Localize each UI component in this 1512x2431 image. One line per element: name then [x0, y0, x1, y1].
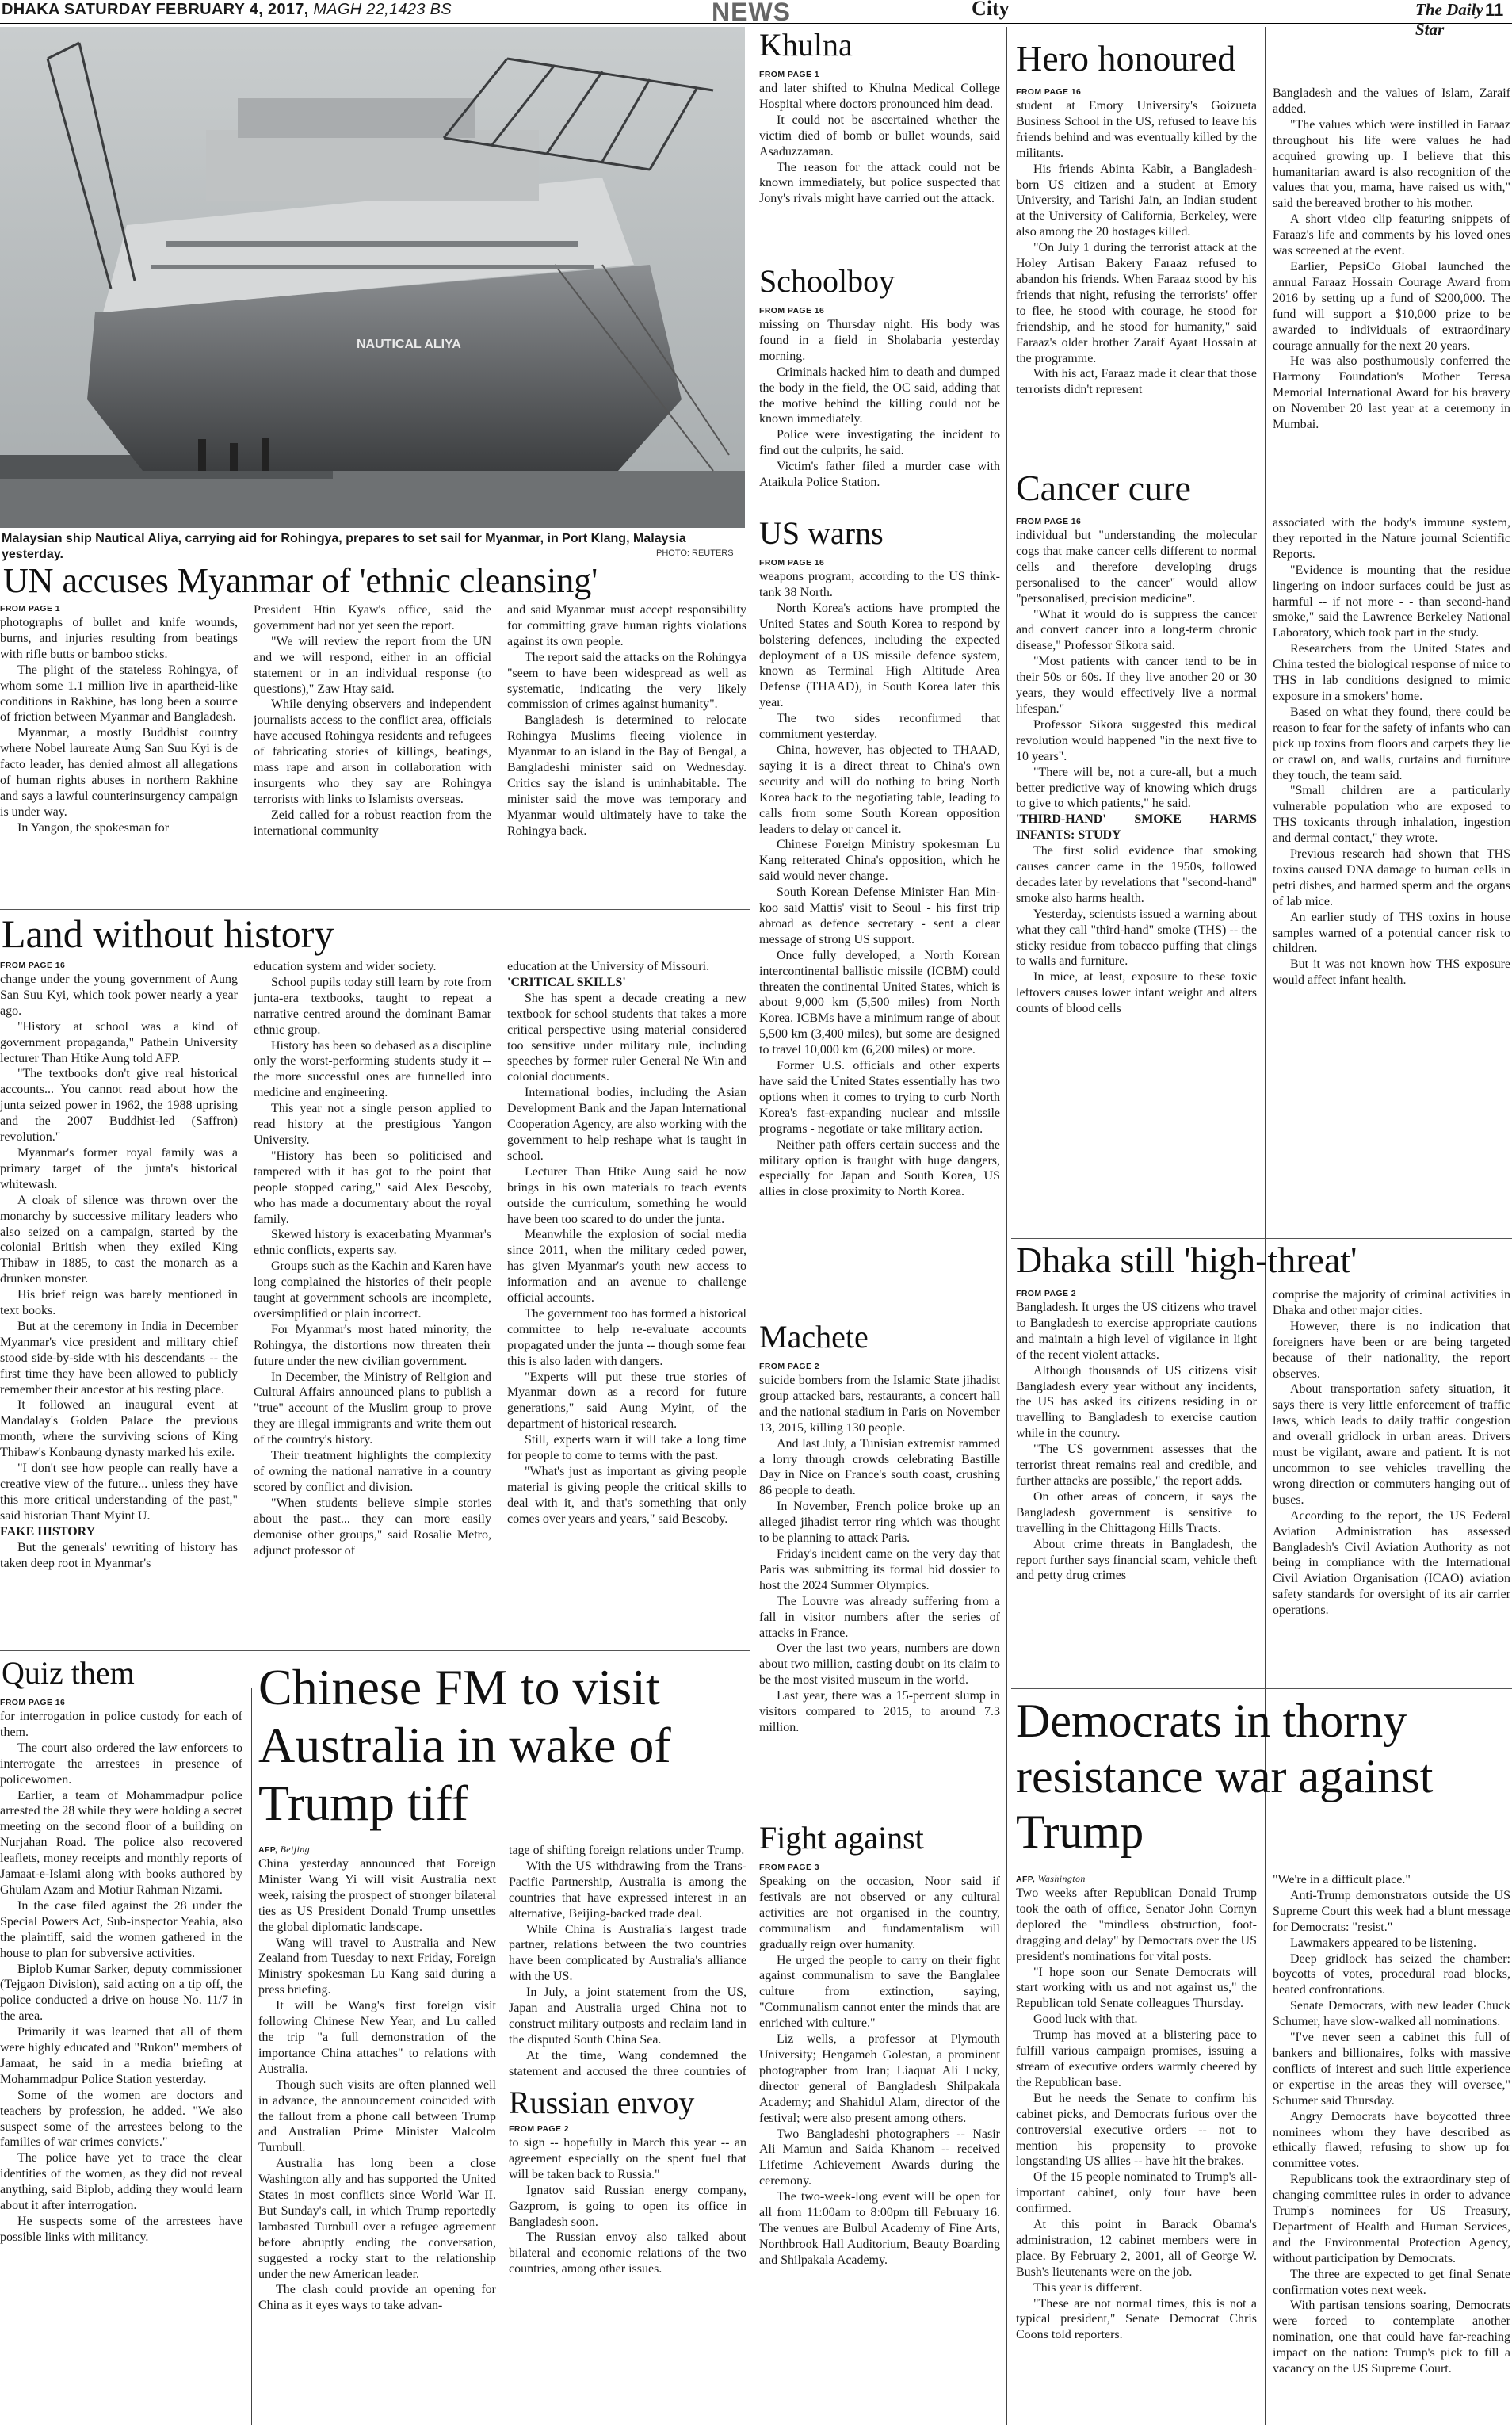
article-paragraph: But he needs the Senate to confirm his cabinet picks, and Democrats furious over the controversial executive orders -- not to mention his propensity to provoke longstanding US allies -- have hit the brakes.: [1016, 2091, 1257, 2169]
article-paragraph: "Experts will put these true stories of Myanmar down as a record for future generations," said Aung Myint, of the department of historical research.: [507, 1370, 746, 1431]
article-paragraph: He was also posthumously conferred the Harmony Foundation's Mother Teresa Memorial International Award for his bravery on November 20 last year at a ceremony in Mumbai.: [1273, 354, 1510, 432]
article-paragraph: The court also ordered the law enforcers to interrogate the arrestees in presence of policewomen.: [0, 1741, 242, 1787]
article-paragraph: Good luck with that.: [1033, 2012, 1138, 2027]
article-paragraph: In July, a joint statement from the US, Japan and Australia urged China not to construct military outposts and reclaim land in the disputed South China Sea.: [509, 1986, 746, 2047]
section-divider: [1011, 1238, 1512, 1239]
article-land-col1: [0, 959, 238, 1649]
article-paragraph: "These are not normal times, this is not a typical president," Senate Democrat Chris Coons told reporters.: [1016, 2296, 1257, 2342]
masthead: [0, 0, 1512, 39]
article-democrats-col1: [1016, 1872, 1257, 2425]
article-un-col1: [0, 602, 238, 908]
article-paragraph: Previous research had shown that THS toxins caused DNA damage to human cells in petri dishes, and harmed sperm and the organs of lab mice.: [1273, 847, 1510, 908]
article-un-col2: [254, 602, 491, 908]
article-paragraph: "What it would do is suppress the cancer and convert cancer into a long-term chronic disease," Professor Sikora said.: [1016, 607, 1257, 653]
article-paragraph: The first solid evidence that smoking causes cancer came in the 1950s, followed decades later by revelations that "second-hand" smoke also harms health.: [1016, 844, 1257, 905]
article-paragraph: The three are expected to get final Senate confirmation votes next week.: [1273, 2267, 1510, 2297]
article-paragraph: change under the young government of Aung San Suu Kyi, which took power nearly a year ago.: [0, 973, 238, 1018]
article-hero-col2: [1273, 86, 1510, 442]
headline-machete: Machete: [759, 1319, 869, 1355]
article-paragraph: photographs of bullet and knife wounds, burns, and injuries resulting from beatings with rifle butts or bamboo sticks.: [0, 616, 238, 661]
article-paragraph: Their treatment highlights the complexity of owning the national narrative in a country scored by conflict and division.: [254, 1449, 491, 1494]
article-subheading: FAKE HISTORY: [0, 1524, 96, 1538]
article-paragraph: His friends Abinta Kabir, a Bangladesh-born US citizen and a student at Emory University, and Tarishi Jain, an Indian student at the University of California, Berkeley, were also among the 20 hostages killed.: [1016, 162, 1257, 239]
article-paragraph: Deep gridlock has seized the chamber: boycotts of votes, procedural road blocks, heated confrontations.: [1273, 1951, 1510, 1997]
article-dhaka-col2: [1273, 1287, 1510, 1688]
headline-russian-envoy: Russian envoy: [509, 2085, 695, 2120]
dateline: FROM PAGE 1: [759, 70, 819, 79]
ship-photo: [0, 27, 745, 528]
article-land-col3: [507, 959, 746, 1649]
section-divider: [0, 909, 750, 910]
article-paragraph: The report said the attacks on the Rohingya "seem to have been widespread as well as systematic, indicating the very likely commission of crimes against humanity".: [507, 650, 746, 712]
article-cancer-col1: [1016, 515, 1257, 1237]
photo-credit: PHOTO: REUTERS: [656, 549, 734, 558]
article-cancer-col2: [1273, 515, 1510, 1237]
bangla-date: MAGH 22,1423 BS: [313, 1, 452, 18]
article-paragraph: Criminals hacked him to death and dumped the body in the field, the OC said, adding that the motive behind the killing could not be known immediately.: [759, 365, 1000, 426]
article-paragraph: At the time, Wang condemned the statement and accused the three countries of: [509, 2048, 746, 2078]
headline-un-accuses: UN accuses Myanmar of 'ethnic cleansing': [3, 561, 598, 600]
article-paragraph: weapons program, according to the US think-tank 38 North.: [759, 570, 1000, 599]
article-paragraph: "When students believe simple stories about the past... they can more easily demonise other groups," said Rosalie Metro, adjunct professor of: [254, 1496, 491, 1558]
article-paragraph: China, however, has objected to THAAD, saying it is a direct threat to China's own security and will do nothing to bring North Korea back to the negotiating table, leading to calls from some South Korean opposition leaders to delay or cancel it.: [759, 743, 1000, 836]
article-paragraph: North Korea's actions have prompted the United States and South Korea to respond by bolstering defences, including the expected deployment of a US missile defence system, known as Terminal High Altitude Area Defense (THAAD), in South Korea later this year.: [759, 601, 1000, 710]
article-paragraph: Trump has moved at a blistering pace to fulfill various campaign promises, issuing a stream of executive orders warmly cheered by the Republican base.: [1016, 2028, 1257, 2089]
article-paragraph: President Htin Kyaw's office, said the government had not yet seen the report.: [254, 603, 491, 633]
article-paragraph: Myanmar, a mostly Buddhist country where Nobel laureate Aung San Suu Kyi is de facto leader, has denied almost all allegations of human rights abuses in northern Rakhine and says a lawful counterinsurgency campaign is under way.: [0, 726, 238, 819]
ship-illustration: [0, 27, 745, 528]
article-machete: [759, 1360, 1000, 1820]
article-paragraph: individual but "understanding the molecular cogs that make cancer cells different to normal cells and therefore developing drugs personalised to the cancer" would allow "personalised, precision medicine".: [1016, 529, 1257, 606]
article-paragraph: And last July, a Tunisian extremist rammed a lorry through crowds celebrating Bastille Day in Nice on France's south coast, crushing 86 people to death.: [759, 1436, 1000, 1498]
article-paragraph: Biplob Kumar Sarker, deputy commissioner (Tejgaon Division), said acting on a tip off, the police conducted a drive on house No. 11/7 in the area.: [0, 1962, 242, 2024]
article-paragraph: The two sides reconfirmed that commitment yesterday.: [759, 712, 1000, 742]
article-russian-envoy: [509, 2123, 746, 2425]
article-paragraph: It will be Wang's first foreign visit following Chinese New Year, and Lu called the trip "a full demonstration of the importance China attaches" to relations with Australia.: [258, 1999, 496, 2076]
article-democrats-col2: [1273, 1872, 1510, 2425]
article-paragraph: According to the report, the US Federal Aviation Administration has assessed Bangladesh's Civil Aviation Authority as not being in compliance with the International Civil Aviation Organisation (ICAO) aviation safety standards for oversight of its air carrier operations.: [1273, 1508, 1510, 1618]
article-paragraph: "I hope soon our Senate Democrats will start working with us and not against us," the Republican told Senate colleagues Thursday.: [1016, 1965, 1257, 2011]
article-paragraph: missing on Thursday night. His body was found in a field in Sholabaria yesterday morning.: [759, 318, 1000, 363]
article-paragraph: "Evidence is mounting that the residue lingering on indoor surfaces could be just as harmful -- if not more - - than second-hand smoke," said the Lawrence Berkeley National Laboratory, which took part in the study.: [1273, 563, 1510, 640]
dateline: FROM PAGE 3: [759, 1863, 819, 1872]
article-paragraph: "We're in a difficult place.": [1273, 1873, 1411, 1886]
article-paragraph: In December, the Ministry of Religion and Cultural Affairs announced plans to publish a "true" account of the Muslim group to prove they are illegal immigrants and write them out of the country's history.: [254, 1370, 491, 1447]
article-un-col3: [507, 602, 746, 908]
article-paragraph: and later shifted to Khulna Medical College Hospital where doctors pronounced him dead.: [759, 82, 1000, 111]
article-paragraph: Of the 15 people nominated to Trump's all-important cabinet, only four have been confirmed.: [1016, 2170, 1257, 2216]
edition-date: DHAKA SATURDAY FEBRUARY 4, 2017, MAGH 22,1423 BS: [2, 1, 452, 18]
article-paragraph: "I don't see how people can really have a creative view of the future... unless they have this more critical understanding of the past," said historian Thant Myint U.: [0, 1462, 238, 1523]
dateline: FROM PAGE 2: [1016, 1289, 1076, 1298]
dateline-place: Washington: [1035, 1873, 1086, 1884]
dateline: FROM PAGE 16: [0, 961, 66, 970]
ship-name-label: NAUTICAL ALIYA: [357, 338, 461, 351]
article-paragraph: "History at school was a kind of government propaganda," Pathein University lecturer Than Htike Aung told AFP.: [0, 1019, 238, 1065]
article-paragraph: This year not a single person applied to read history at the prestigious Yangon University.: [254, 1102, 491, 1147]
dateline: FROM PAGE 16: [1016, 517, 1082, 526]
headline-chinese-fm: Chinese FM to visit Australia in wake of Trump tiff: [258, 1659, 671, 1831]
article-paragraph: to sign -- hopefully in March this year -- an agreement especially on the spent fuel that will be taken back to Russia.": [509, 2136, 746, 2181]
article-paragraph: It followed an inaugural event at Mandalay's Golden Palace the previous month, where the surviving scions of King Thibaw's Konbaung dynasty marked his exile.: [0, 1398, 238, 1460]
article-subheading: 'THIRD-HAND' SMOKE HARMS INFANTS: STUDY: [1016, 812, 1257, 843]
article-paragraph: Friday's incident came on the very day that Paris was submitting its formal bid dossier to host the 2024 Summer Olympics.: [759, 1546, 1000, 1592]
article-paragraph: At this point in Barack Obama's administration, 12 cabinet members were in place. By February 2, 2001, all of George W. Bush's lieutenants were on the job.: [1016, 2218, 1257, 2279]
article-paragraph: "The textbooks don't give real historical accounts... You cannot read about how the junta seized power in 1962, the 1988 uprising and the 2007 Buddhist-led (Saffron) revolution.": [0, 1067, 238, 1145]
article-quiz-them: [0, 1696, 242, 2425]
article-paragraph: education system and wider society.: [254, 960, 437, 973]
article-paragraph: While denying observers and independent journalists access to the conflict area, officials have accused Rohingya residents and refugees of fabricating stories of killings, beatings, mass rape and arson in collaboration with insurgents who they say are Rohingya terrorists with links to Islamists overseas.: [254, 698, 491, 806]
article-paragraph: Over the last two years, numbers are down about two million, casting doubt on its claim to be the most visited museum in the world.: [759, 1642, 1000, 1688]
dateline: FROM PAGE 1: [0, 604, 60, 613]
article-paragraph: Former U.S. officials and other experts have said the United States essentially has two options when it comes to trying to curb North Korea's fast-expanding nuclear and missile programs - negotiate or take military action.: [759, 1059, 1000, 1136]
article-paragraph: The clash could provide an opening for China as it eyes ways to take advan-: [258, 2283, 496, 2313]
dateline: FROM PAGE 16: [759, 558, 825, 568]
article-paragraph: Meanwhile the explosion of social media since 2011, when the military ceded power, has given Myanmar's youth new access to information and an avenue to challenge official accounts.: [507, 1228, 746, 1305]
article-fight-against: [759, 1861, 1000, 2425]
article-paragraph: With his act, Faraaz made it clear that those terrorists didn't represent: [1016, 367, 1257, 397]
article-paragraph: It could not be ascertained whether the victim died of bomb or bullet wounds, said Asaduzzaman.: [759, 113, 1000, 159]
article-paragraph: About crime threats in Bangladesh, the report further says financial scam, vehicle theft and petty drug crimes: [1016, 1537, 1257, 1583]
article-subheading: 'CRITICAL SKILLS': [507, 975, 626, 989]
article-paragraph: School pupils today still learn by rote from junta-era textbooks, taught to repeat a narrative centred around the dominant Bamar ethnic group.: [254, 975, 491, 1037]
article-paragraph: "There will be, not a cure-all, but a much better predictive way of knowing which drugs to give to which patients," he said.: [1016, 765, 1257, 811]
article-paragraph: Lecturer Than Htike Aung said he now brings in his own materials to teach events outside the curriculum, something he would have been too scared to do under the junta.: [507, 1164, 746, 1226]
article-us-warns: [759, 556, 1000, 1317]
article-paragraph: He urged the people to carry on their fight against communalism to save the Banglalee culture from extinction, saying, "Communalism cannot enter the minds that are enriched with culture.": [759, 1953, 1000, 2031]
page-number: 11: [1485, 0, 1504, 20]
article-paragraph: Last year, there was a 15-percent slump in visitors compared to 2015, to around 7.3 million.: [759, 1689, 1000, 1734]
dateline: [258, 1843, 496, 1856]
headline-dhaka-high-threat: Dhaka still 'high-threat': [1016, 1240, 1357, 1280]
article-paragraph: On other areas of concern, it says the Bangladesh government is sensitive to travelling in the Chittagong Hills Tracts.: [1016, 1489, 1257, 1535]
article-paragraph: In Yangon, the spokesman for: [17, 820, 170, 835]
article-paragraph: A cloak of silence was thrown over the monarchy by successive military leaders who also seized on a campaign, started by the colonial British when they exiled King Thibaw in 1885, to cast the monarch as a drunken monster.: [0, 1193, 238, 1286]
article-paragraph: Though such visits are often planned well in advance, the announcement coincided with the fallout from a phone call between Trump and Australian Prime Minister Malcolm Turnbull.: [258, 2077, 496, 2155]
article-paragraph: for interrogation in police custody for each of them.: [0, 1710, 242, 1739]
article-land-col2: [254, 959, 491, 1649]
article-paragraph: The Russian envoy also talked about bilateral and economic relations of the two countries, among other issues.: [509, 2230, 746, 2276]
article-paragraph: Once fully developed, a North Korean intercontinental ballistic missile (ICBM) could threaten the continental United States, which is about 9,000 km (5,500 miles) from North Korea. ICBMs have a minimum range of about 5,500 km (3,400 miles), but some are designed to travel 10,000 km (6,200 miles) or more.: [759, 948, 1000, 1057]
article-schoolboy: [759, 304, 1000, 515]
article-paragraph: "History has been so politicised and tampered with it has got to the point that people stopped caring," said Alex Bescoby, who has made a documentary about the royal family.: [254, 1149, 491, 1226]
article-paragraph: With the US withdrawing from the Trans-Pacific Partnership, Australia is among the countries that have expressed interest in an alternative, Beijing-backed trade deal.: [509, 1859, 746, 1921]
article-paragraph: comprise the majority of criminal activities in Dhaka and other major cities.: [1273, 1288, 1510, 1317]
article-paragraph: Speaking on the occasion, Noor said if festivals are not observed or any cultural activities are not organised in the country, communalism and fundamentalism will gradually reign over humanity.: [759, 1875, 1000, 1951]
article-paragraph: The police have yet to trace the clear identities of the women, as they did not reveal anything, said Biplob, adding they would learn about it after interrogation.: [0, 2151, 242, 2213]
article-paragraph: Republicans took the extraordinary step of changing committee rules in order to advance Trump's nominees for US Treasury, Department of Health and Human Services, and the Environmental Protection Agency, without participation by Democrats.: [1273, 2173, 1510, 2265]
article-paragraph: Yesterday, scientists issued a warning about what they call "third-hand" smoke (THS) -- the sticky residue from tobacco puffing that clings to walls and furniture.: [1016, 907, 1257, 969]
article-paragraph: The reason for the attack could not be known immediately, but police suspected that Jony's rivals might have carried out the attack.: [759, 160, 1000, 206]
article-paragraph: Based on what they found, there could be reason to fear for the safety of infants who can pick up toxins from floors and carpets they lie or crawl on, and walls, curtains and furniture they touch, the team said.: [1273, 705, 1510, 782]
dateline: FROM PAGE 16: [759, 306, 825, 315]
section-divider: [1011, 1688, 1512, 1689]
newspaper-brand: The Daily Star: [1415, 0, 1483, 39]
article-paragraph: education at the University of Missouri.: [507, 960, 710, 973]
article-paragraph: An earlier study of THS toxins in house samples warned of a potential cancer risk to children.: [1273, 910, 1510, 956]
article-paragraph: "Small children are a particularly vulnerable population who are exposed to THS toxicants through inhalation, ingestion and dermal contact," they wrote.: [1273, 784, 1510, 846]
article-paragraph: She has spent a decade creating a new textbook for school students that takes a more critical perspective using material considered too sensitive under military rule, including speeches by former ruler General Ne Win and colonial documents.: [507, 991, 746, 1084]
article-paragraph: "The values which were instilled in Faraaz throughout his life were values he had acquired growing up. I believe that this humanitarian award is also recognition of the values that you, mama, have raised us with," said the bereaved brother to his mother.: [1273, 117, 1510, 211]
article-paragraph: Lawmakers appeared to be listening.: [1290, 1936, 1477, 1950]
headline-fight-against: Fight against: [759, 1820, 924, 1856]
article-paragraph: Still, experts warn it will take a long time for people to come to terms with the past.: [507, 1433, 746, 1463]
article-dhaka-col1: [1016, 1287, 1257, 1688]
article-paragraph: Neither path offers certain success and the military option is fraught with huge dangers, especially for Japan and South Korea, US allies in close proximity to North Korea.: [759, 1137, 1000, 1199]
article-paragraph: With partisan tensions soaring, Democrats were forced to contemplate another nomination, one that could have far-reaching impact on the nation: Trump's pick to fill a vacancy on the US Supreme Court.: [1273, 2299, 1510, 2376]
article-paragraph: China yesterday announced that Foreign Minister Wang Yi will visit Australia next week, raising the prospect of stronger bilateral ties as US President Donald Trump unsettles the global diplomatic landscape.: [258, 1857, 496, 1934]
headline-democrats: Democrats in thorny resistance war against Trump: [1016, 1695, 1434, 1858]
article-paragraph: Australia has long been a close Washington ally and has supported the United States in most conflicts since World War II. But Sunday's call, in which Trump reportedly lambasted Turnbull over a refugee agreement before abruptly ending the conversation, suggested a rocky start to the relationship under the new American leader.: [258, 2157, 496, 2281]
article-paragraph: International bodies, including the Asian Development Bank and the Japan International Cooperation Agency, are also working with the government to help reshape what is taught in school.: [507, 1086, 746, 1163]
headline-khulna: Khulna: [759, 27, 853, 63]
article-paragraph: History has been so debased as a discipline only the worst-performing students study it -- the more successful ones are funnelled into medicine and engineering.: [254, 1038, 491, 1100]
article-paragraph: However, there is no indication that foreigners have been or are being targeted because of their nationality, the report observes.: [1273, 1319, 1510, 1381]
dateline: [1016, 1872, 1257, 1886]
article-paragraph: Primarily it was learned that all of them were highly educated and "Rukon" members of Jamaat, he said in a media briefing at Mohammadpur Police Station yesterday.: [0, 2025, 242, 2086]
section-label: NEWS: [712, 0, 791, 26]
article-paragraph: Victim's father filed a murder case with Ataikula Police Station.: [759, 460, 1000, 490]
article-chinese-fm-col2: [509, 1843, 746, 2081]
article-paragraph: Two Bangladeshi photographers -- Nasir Ali Mamun and Saida Khanom -- received Lifetime Achievement Awards during the ceremony.: [759, 2127, 1000, 2188]
article-paragraph: Bangladesh and the values of Islam, Zaraif added.: [1273, 86, 1510, 116]
column-rule: [1006, 27, 1007, 2425]
column-rule: [1265, 27, 1266, 2425]
article-paragraph: and said Myanmar must accept responsibility for committing grave human rights violations against its own people.: [507, 603, 746, 648]
article-paragraph: tage of shifting foreign relations under Trump.: [509, 1844, 745, 1857]
article-khulna: [759, 68, 1000, 262]
article-paragraph: Myanmar's former royal family was a primary target of the junta's historical whitewash.: [0, 1145, 238, 1191]
article-paragraph: "I've never seen a cabinet this full of bankers and billionaires, folks with massive conflicts of interest and such little experience or expertise in the areas they will oversee," Schumer said Thursday.: [1273, 2031, 1510, 2108]
article-paragraph: Researchers from the United States and China tested the biological response of mice to THS in lab conditions designed to mimic exposure in a smokers' home.: [1273, 642, 1510, 703]
article-paragraph: "Most patients with cancer tend to be in their 50s or 60s. If they live another 20 or 30 years, they would effectively live a normal lifespan.": [1016, 655, 1257, 716]
article-paragraph: Wang will travel to Australia and New Zealand from Tuesday to next Friday, Foreign Ministry spokesman Lu Kang said during a press briefing.: [258, 1936, 496, 1997]
article-paragraph: A short video clip featuring snippets of Faraaz's life and comments by his loved ones was screened at the event.: [1273, 212, 1510, 258]
subsection-label: City: [972, 0, 1010, 20]
article-paragraph: suicide bombers from the Islamic State jihadist group attacked bars, restaurants, a concert hall and the national stadium in Paris on November 13, 2015, killing 130 people.: [759, 1374, 1000, 1435]
photo-caption: Malaysian ship Nautical Aliya, carrying aid for Rohingya, prepares to set sail for Myanmar, in Port Klang, Malaysia yesterday.: [2, 532, 686, 561]
section-divider: [0, 1650, 750, 1651]
article-paragraph: In the case filed against the 28 under the Special Powers Act, Sub-inspector Yeahia, also the plaintiff, said the women gathered in the house to plan for subversive activities.: [0, 1898, 242, 1960]
article-paragraph: But the generals' rewriting of history has taken deep root in Myanmar's: [0, 1540, 238, 1570]
article-hero-col1: [1016, 86, 1257, 442]
article-paragraph: Senate Democrats, with new leader Chuck Schumer, have slow-walked all nominations.: [1273, 1999, 1510, 2029]
article-paragraph: "On July 1 during the terrorist attack at the Holey Artisan Bakery Faraaz refused to abandon his friends. When Faraaz stood by his friends that night, refusing the terrorists' offer to flee, he stood with courage, he stood for friendship, and he stood for humanity," said Faraaz's older brother Zaraif Ayaat Hossain at the programme.: [1016, 241, 1257, 365]
article-paragraph: Liz wells, a professor at Plymouth University; Hengameh Golestan, a prominent photographer from Iran; Liaquat Ali Lucky, director general of Bangladesh Shilpakala Academy; and Shahidul Alam, director of the festival; were also present among others.: [759, 2032, 1000, 2125]
headline-quiz-them: Quiz them: [2, 1655, 135, 1691]
article-paragraph: This year is different.: [1033, 2280, 1143, 2295]
article-paragraph: Police were investigating the incident to find out the culprits, he said.: [759, 428, 1000, 458]
article-paragraph: But at the ceremony in India in December Myanmar's vice president and military chief stood side-by-side with his descendants -- the first time they have been allowed to publicly remember their ancestor at his resting place.: [0, 1319, 238, 1397]
article-paragraph: Zeid called for a robust reaction from the international community: [254, 808, 491, 838]
article-paragraph: Although thousands of US citizens visit Bangladesh every year without any incidents, the US has asked its citizens residing in or travelling to Bangladesh to exercise caution while in the country.: [1016, 1363, 1257, 1441]
article-paragraph: Two weeks after Republican Donald Trump took the oath of office, Senator John Cornyn deplored the "mindless obstruction, foot-dragging and delay" by Democrats over the US president's nominations for vital posts.: [1016, 1886, 1257, 1963]
column-rule: [251, 1688, 252, 2425]
article-paragraph: Groups such as the Kachin and Karen have long complained the histories of their people taught at government schools are incomplete, oversimplified or plain incorrect.: [254, 1259, 491, 1321]
article-paragraph: Earlier, a team of Mohammadpur police arrested the 28 while they were holding a secret meeting on the second floor of a building on Nurjahan Road. The police also recovered leaflets, money receipts and monthly reports of Jamaat-e-Islami along with books authored by Ghulam Azam and Motiur Rahman Nizami.: [0, 1788, 242, 1897]
headline-schoolboy: Schoolboy: [759, 263, 895, 299]
article-paragraph: "What's just as important as giving people material is giving people the critical skills to deal with it, and that's something that only comes over years and years," said Bescoby.: [507, 1465, 746, 1526]
article-paragraph: The plight of the stateless Rohingya, of whom some 1.1 million live in apartheid-like conditions in Rakhine, has long been a source of friction between Myanmar and Bangladesh.: [0, 663, 238, 724]
article-paragraph: About transportation safety situation, it says there is very little enforcement of traffic laws, which leads to daily traffic congestion and overall gridlock in urban areas. Drivers must be vigilant, aware and patient. It is not uncommon to see vehicles travelling the wrong direction or commuters hanging out of buses.: [1273, 1382, 1510, 1507]
dateline-agency: AFP,: [1016, 1875, 1036, 1884]
article-paragraph: Chinese Foreign Ministry spokesman Lu Kang reiterated China's opposition, which he said would never change.: [759, 838, 1000, 884]
article-paragraph: Skewed history is exacerbating Myanmar's ethnic conflicts, experts say.: [254, 1228, 491, 1258]
article-paragraph: Bangladesh is determined to relocate Rohingya Muslims fleeing violence in Myanmar to an island in the Bay of Bengal, a Bangladeshi minister said on Wednesday. Critics say the island is uninhabitable. The minister said the move was temporary and Myanmar would ultimately have to take the Rohingya back.: [507, 713, 746, 838]
article-paragraph: student at Emory University's Goizueta Business School in the US, refused to leave his friends behind and was eventually killed by the militants.: [1016, 99, 1257, 160]
article-paragraph: While China is Australia's largest trade partner, relations between the two countries have been complicated by Australia's alliance with the US.: [509, 1922, 746, 1984]
dateline: FROM PAGE 16: [0, 1698, 66, 1707]
article-paragraph: For Myanmar's most hated minority, the Rohingya, the distortions now threaten their future under the new civilian government.: [254, 1322, 491, 1368]
article-paragraph: He suspects some of the arrestees have possible links with militancy.: [0, 2215, 242, 2244]
article-paragraph: Ignatov said Russian energy company, Gazprom, is going to open its office in Bangladesh soon.: [509, 2183, 746, 2229]
article-paragraph: Anti-Trump demonstrators outside the US Supreme Court this week had a blunt message for Democrats: "resist.": [1273, 1888, 1510, 1934]
article-paragraph: South Korean Defense Minister Han Min-koo said Mattis' visit to Seoul - his first trip abroad as defence secretary - sent a clear message of strong US support.: [759, 885, 1000, 946]
article-paragraph: In November, French police broke up an alleged jihadist terror ring which was thought to be planning to attack Paris.: [759, 1500, 1000, 1546]
article-paragraph: The two-week-long event will be open for all from 11:00am to 8:00pm till February 16. The venues are Bulbul Academy of Fine Arts, Northbrook Hall Auditorium, Beauty Boarding and Shilpakala Academy.: [759, 2190, 1000, 2267]
article-chinese-fm-col1: [258, 1843, 496, 2425]
article-paragraph: Angry Democrats have boycotted three nominees whom they have described as ethically flawed, refusing to show up for committee votes.: [1273, 2109, 1510, 2171]
article-paragraph: In mice, at least, exposure to these toxic leftovers causes lower infant weight and alters counts of blood cells: [1016, 970, 1257, 1016]
article-paragraph: "We will review the report from the UN and we will respond, either in an official statement or in an individual response (to questions)," Zaw Htay said.: [254, 634, 491, 696]
article-paragraph: Some of the women are doctors and teachers by profession, he added. "We also suspect some of the arrestees belong to the families of war crimes convicts.": [0, 2088, 242, 2150]
article-paragraph: The government too has formed a historical committee to help re-evaluate accounts propagated under the junta -- though some fear this is also laden with dangers.: [507, 1306, 746, 1368]
article-paragraph: But it was not known how THS exposure would affect infant health.: [1273, 957, 1510, 988]
headline-hero-honoured: Hero honoured: [1016, 38, 1236, 78]
headline-us-warns: US warns: [759, 515, 884, 551]
article-paragraph: His brief reign was barely mentioned in text books.: [0, 1288, 238, 1318]
dateline: FROM PAGE 16: [1016, 87, 1082, 97]
headline-cancer-cure: Cancer cure: [1016, 468, 1191, 508]
article-paragraph: "The US government assesses that the terrorist threat remains real and credible, and further attacks are possible," the report adds.: [1016, 1443, 1257, 1488]
dateline-agency: AFP,: [258, 1845, 278, 1855]
dateline: FROM PAGE 2: [759, 1362, 819, 1371]
article-paragraph: Earlier, PepsiCo Global launched the annual Faraaz Hossain Courage Award from 2016 by setting up a fund of $200,000. The fund will support a $10,000 prize to be awarded to individuals of extraordinary courage annually for the next 20 years.: [1273, 259, 1510, 353]
article-paragraph: associated with the body's immune system, they reported in the Nature journal Scientific Reports.: [1273, 516, 1510, 561]
dateline: FROM PAGE 2: [509, 2124, 569, 2134]
headline-land-without-history: Land without history: [2, 912, 334, 956]
article-paragraph: Professor Sikora suggested this medical revolution would happened "in the next five to 10 years".: [1016, 717, 1257, 763]
article-paragraph: The Louvre was already suffering from a fall in visitor numbers after the series of attacks in France.: [759, 1594, 1000, 1640]
dateline-place: Beijing: [277, 1844, 311, 1855]
article-paragraph: Bangladesh. It urges the US citizens who travel to Bangladesh to exercise appropriate cautions and maintain a high level of vigilance in light of the recent violent attacks.: [1016, 1301, 1257, 1362]
